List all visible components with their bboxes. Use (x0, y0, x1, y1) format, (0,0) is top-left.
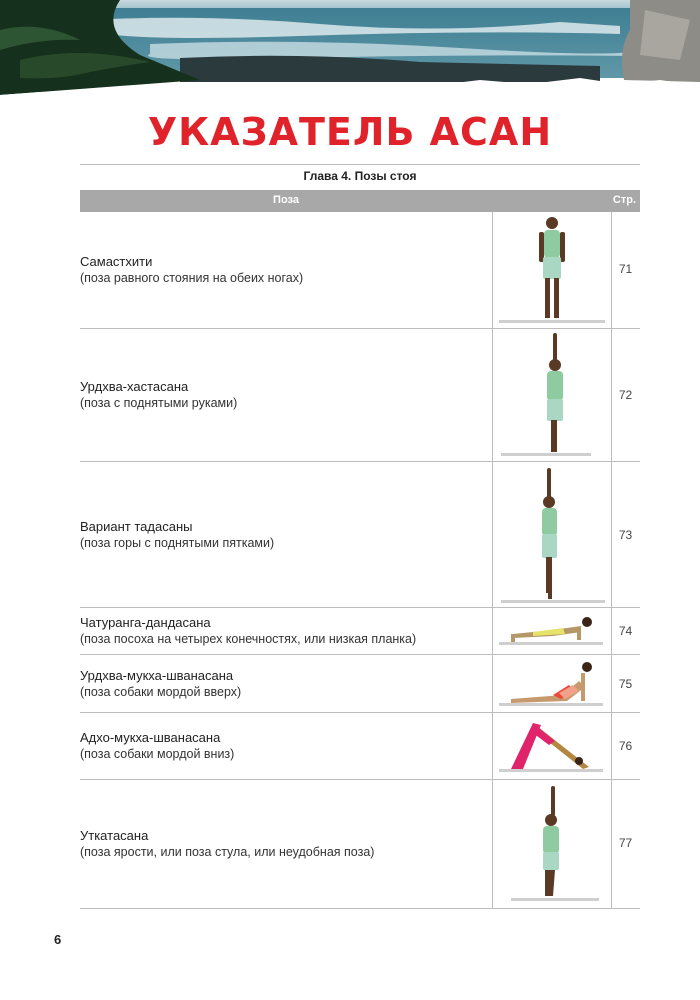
page-ref: 75 (618, 677, 633, 691)
pose-photo-cell (492, 212, 612, 328)
asana-description: (поза собаки мордой вверх) (80, 684, 242, 699)
asana-description: (поза ярости, или поза стула, или неудобная поза) (80, 845, 375, 859)
asana-name: Урдхва-хастасана (80, 379, 189, 394)
asana-description: (поза горы с поднятыми пятками) (80, 535, 275, 550)
asana-name: Урдхва-мукха-шванасана (80, 667, 234, 683)
pose-photo-cell (492, 655, 612, 712)
asana-name: Уткатасана (80, 828, 149, 843)
table-row (80, 713, 640, 780)
arms-up-pose-figure (493, 329, 611, 461)
page-ref: 77 (618, 836, 633, 850)
table-header (80, 190, 640, 212)
table-row (80, 212, 640, 329)
asana-name: Самастхити (80, 254, 153, 269)
header-pose: Поза (273, 194, 299, 206)
pose-photo-cell (492, 462, 612, 607)
downward-dog-pose-figure (493, 713, 611, 779)
standing-pose-figure (493, 212, 611, 328)
table-row (80, 655, 640, 713)
page-ref: 72 (618, 388, 633, 402)
page-ref: 71 (618, 262, 633, 276)
page-ref: 73 (618, 528, 633, 542)
asana-name: Чатуранга-дандасана (80, 615, 211, 630)
upward-dog-pose-figure (493, 655, 611, 712)
table-row (80, 608, 640, 655)
asana-name: Адхо-мукха-шванасана (80, 730, 221, 745)
page-ref: 74 (618, 624, 633, 638)
table-row (80, 462, 640, 608)
pose-photo-cell (492, 608, 612, 654)
asana-description: (поза собаки мордой вниз) (80, 747, 235, 761)
asana-description: (поза посоха на четырех конечностях, или низкая планка) (80, 632, 417, 646)
pose-photo-cell (492, 713, 612, 779)
low-plank-pose-figure (493, 608, 611, 654)
tiptoe-pose-figure (493, 462, 611, 607)
table-row (80, 329, 640, 462)
pose-photo-cell (492, 780, 612, 908)
page-title: УКАЗАТЕЛЬ АСАН (147, 110, 553, 154)
chapter-heading: Глава 4. Позы стоя (303, 169, 417, 183)
asana-description: (поза равного стояния на обеих ногах) (80, 271, 304, 285)
page-ref: 76 (618, 739, 633, 753)
table-row (80, 780, 640, 909)
chapter-top-rule (80, 164, 640, 165)
chair-pose-figure (493, 780, 611, 908)
page-number: 6 (54, 932, 62, 947)
pose-photo-cell (492, 329, 612, 461)
header-page: Стр. (612, 194, 636, 206)
asana-name: Вариант тадасаны (80, 518, 193, 534)
header-sea-photo (0, 0, 700, 110)
asana-description: (поза с поднятыми руками) (80, 396, 238, 410)
